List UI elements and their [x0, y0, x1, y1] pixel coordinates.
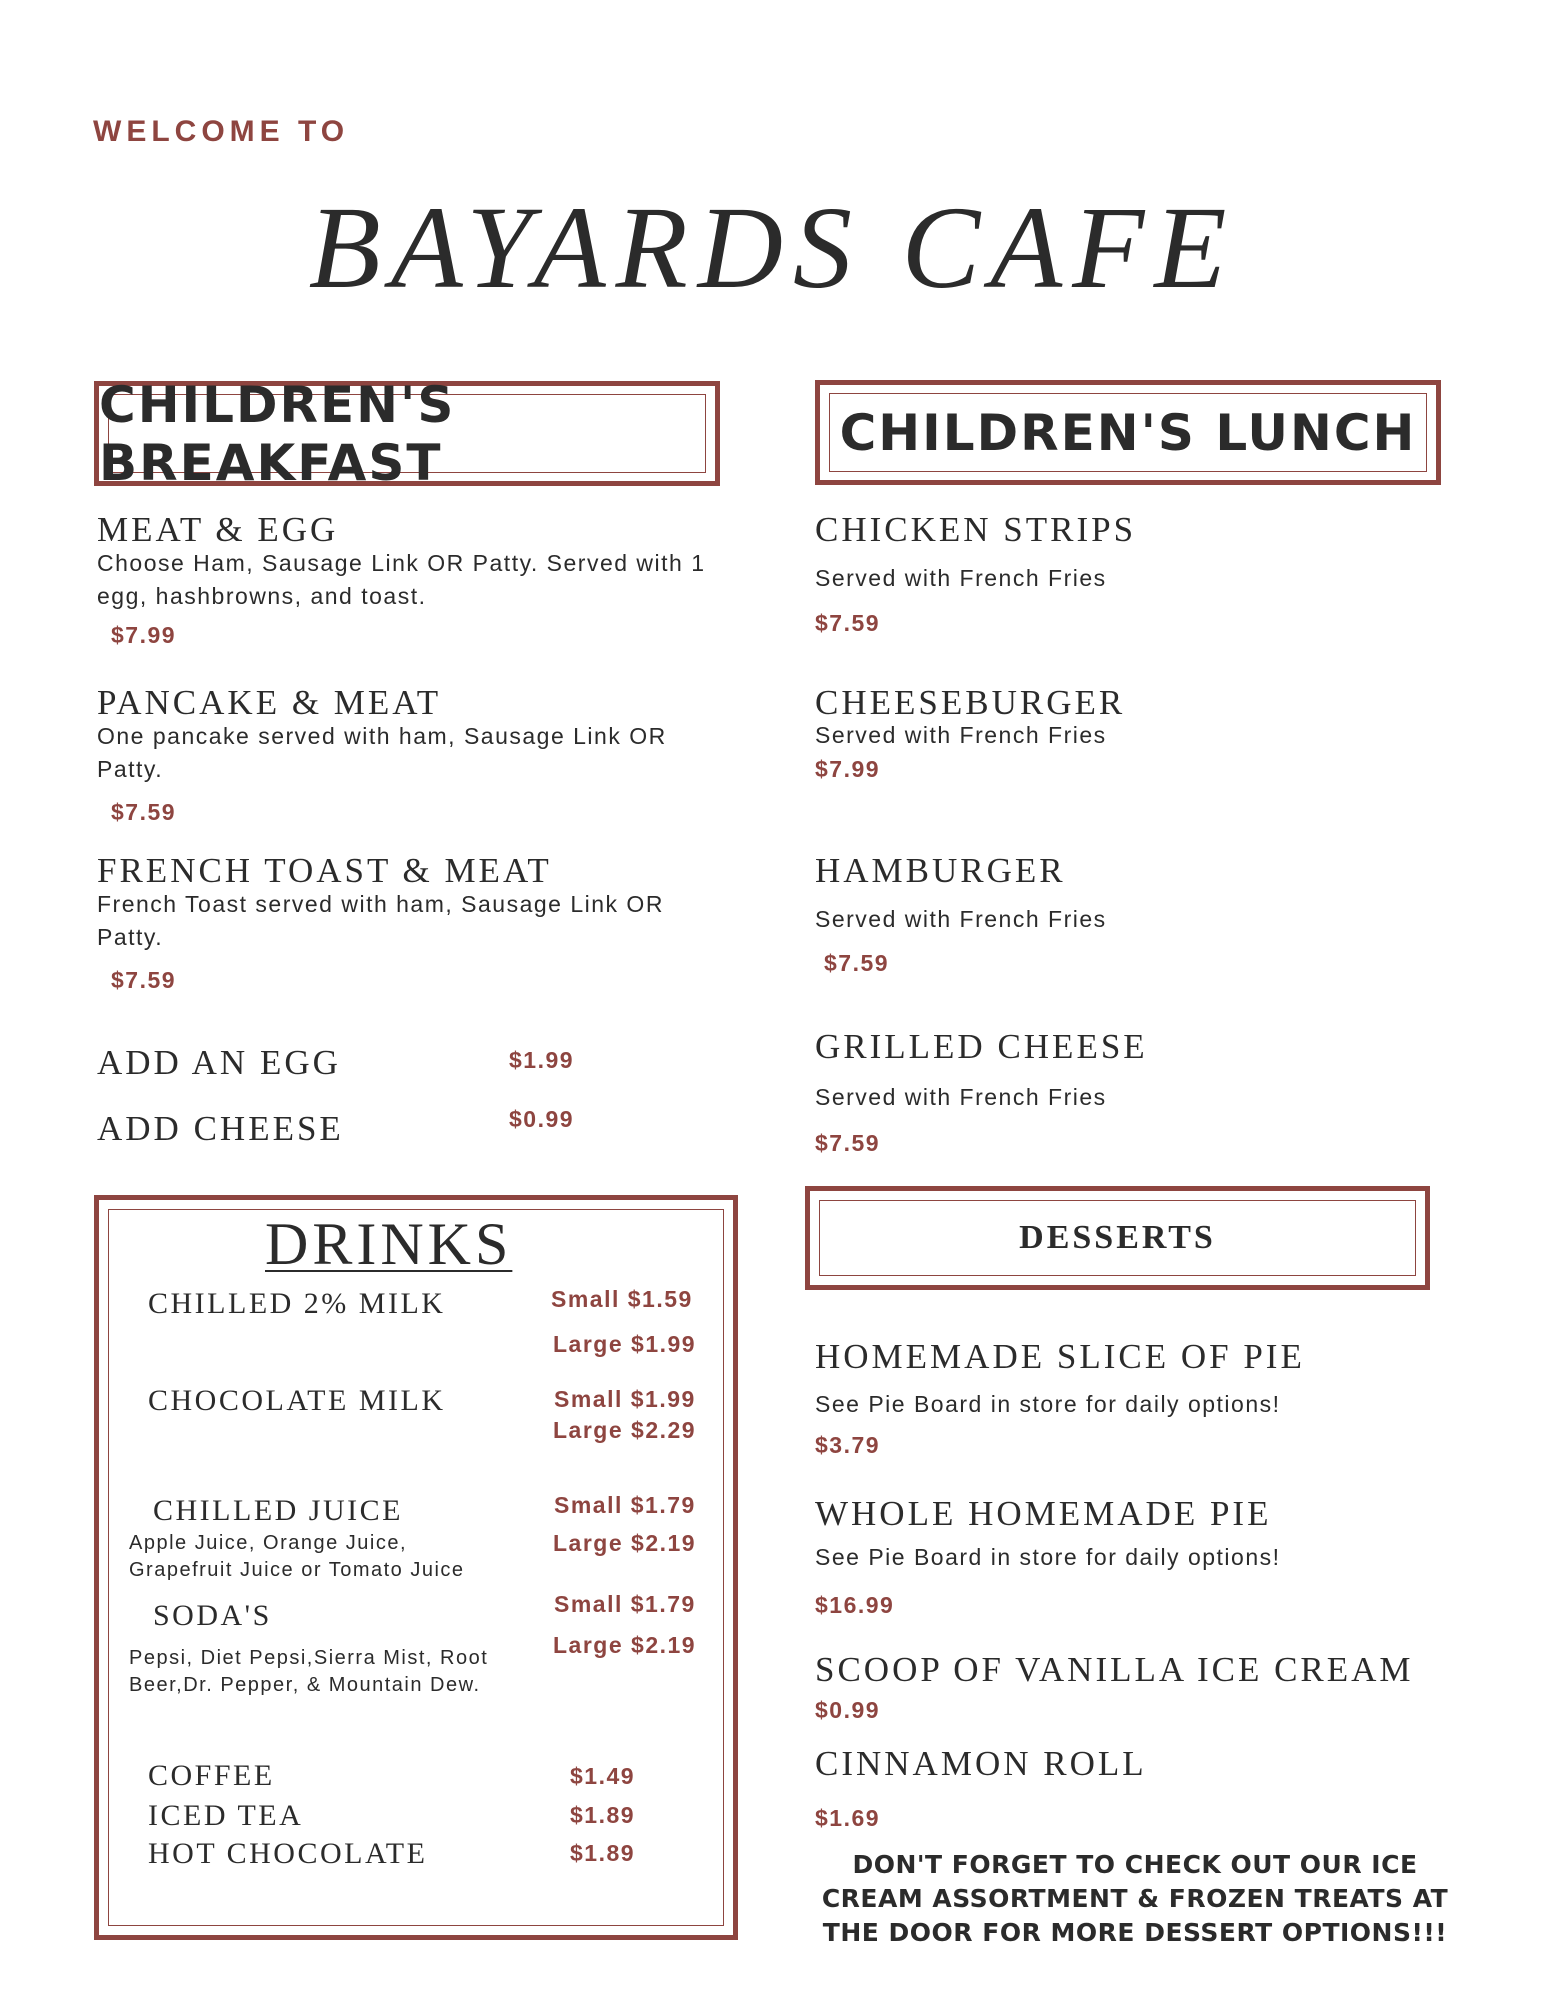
breakfast-header-box: [94, 375, 720, 492]
breakfast-item-price: $7.59: [111, 967, 177, 993]
breakfast-item-desc: French Toast served with ham, Sausage Link OR Patty.: [97, 891, 664, 950]
drink-title: SODA'S: [153, 1599, 272, 1632]
breakfast-item-title: MEAT & EGG: [97, 510, 339, 549]
dessert-item-title: SCOOP OF VANILLA ICE CREAM: [815, 1650, 1414, 1689]
drink-price-large: Large $2.19: [553, 1530, 697, 1556]
drink-title: HOT CHOCOLATE: [148, 1837, 428, 1870]
desserts-header-box: [805, 1186, 1430, 1290]
lunch-item-price: $7.99: [815, 756, 881, 782]
drink-price-small: Small $1.79: [554, 1591, 696, 1617]
drink-desc: Pepsi, Diet Pepsi,Sierra Mist, Root Beer,Dr. Pepper, & Mountain Dew.: [129, 1647, 489, 1696]
breakfast-item-price: $7.99: [111, 622, 177, 648]
drink-price-small: Small $1.59: [551, 1286, 693, 1312]
drink-price: $1.89: [570, 1802, 636, 1828]
dessert-item-price: $3.79: [815, 1432, 881, 1458]
drink-price-large: Large $1.99: [553, 1331, 697, 1357]
dessert-item-price: $1.69: [815, 1805, 881, 1831]
lunch-item-desc: Served with French Fries: [815, 565, 1107, 591]
breakfast-header: CHILDREN'S BREAKFAST: [99, 375, 456, 492]
cafe-title: BAYARDS CAFE: [308, 182, 1237, 313]
dessert-item-title: CINNAMON ROLL: [815, 1744, 1147, 1783]
dessert-item-price: $0.99: [815, 1697, 881, 1723]
lunch-item-title: GRILLED CHEESE: [815, 1027, 1148, 1066]
addon-price: $0.99: [509, 1106, 575, 1132]
addon-price: $1.99: [509, 1047, 575, 1073]
drink-title: CHOCOLATE MILK: [148, 1384, 446, 1417]
lunch-item-title: CHICKEN STRIPS: [815, 510, 1137, 549]
drink-price: $1.89: [570, 1840, 636, 1866]
drink-title: CHILLED JUICE: [153, 1494, 403, 1527]
drink-title: COFFEE: [148, 1759, 275, 1792]
drink-price-large: Large $2.29: [553, 1417, 697, 1443]
drink-title: ICED TEA: [148, 1799, 304, 1832]
breakfast-item-title: PANCAKE & MEAT: [97, 683, 442, 722]
dessert-item-desc: See Pie Board in store for daily options!: [815, 1544, 1281, 1570]
drink-title: CHILLED 2% MILK: [148, 1287, 446, 1320]
breakfast-item-desc: Choose Ham, Sausage Link OR Patty. Served with 1 egg, hashbrowns, and toast.: [97, 550, 706, 609]
lunch-item-desc: Served with French Fries: [815, 906, 1107, 932]
lunch-item-title: HAMBURGER: [815, 851, 1066, 890]
lunch-item-price: $7.59: [824, 950, 890, 976]
breakfast-item-title: FRENCH TOAST & MEAT: [97, 851, 552, 890]
lunch-item-price: $7.59: [815, 610, 881, 636]
drink-price-small: Small $1.99: [554, 1386, 696, 1412]
lunch-header-box: [815, 380, 1441, 485]
dessert-item-title: HOMEMADE SLICE OF PIE: [815, 1337, 1305, 1376]
lunch-header: CHILDREN'S LUNCH: [839, 403, 1417, 462]
lunch-item-desc: Served with French Fries: [815, 722, 1107, 748]
addon-title: ADD CHEESE: [97, 1109, 344, 1148]
drink-price: $1.49: [570, 1763, 636, 1789]
dessert-item-price: $16.99: [815, 1592, 895, 1618]
drinks-header: DRINKS: [265, 1211, 513, 1277]
desserts-header: DESSERTS: [1019, 1219, 1216, 1256]
dessert-item-title: WHOLE HOMEMADE PIE: [815, 1494, 1272, 1533]
drink-desc: Apple Juice, Orange Juice, Grapefruit Juice or Tomato Juice: [129, 1532, 465, 1581]
breakfast-item-price: $7.59: [111, 799, 177, 825]
drink-price-large: Large $2.19: [553, 1632, 697, 1658]
dessert-note: DON'T FORGET TO CHECK OUT OUR ICE CREAM ASSORTMENT & FROZEN TREATS AT THE DOOR FOR MORE DESSERT OPTIONS!!!: [821, 1850, 1449, 1947]
breakfast-item-desc: One pancake served with ham, Sausage Link OR Patty.: [97, 723, 667, 782]
lunch-item-price: $7.59: [815, 1130, 881, 1156]
addon-title: ADD AN EGG: [97, 1043, 341, 1082]
lunch-item-title: CHEESEBURGER: [815, 683, 1126, 722]
drink-price-small: Small $1.79: [554, 1492, 696, 1518]
dessert-item-desc: See Pie Board in store for daily options!: [815, 1391, 1281, 1417]
lunch-item-desc: Served with French Fries: [815, 1084, 1107, 1110]
welcome-text: WELCOME TO: [93, 115, 350, 148]
